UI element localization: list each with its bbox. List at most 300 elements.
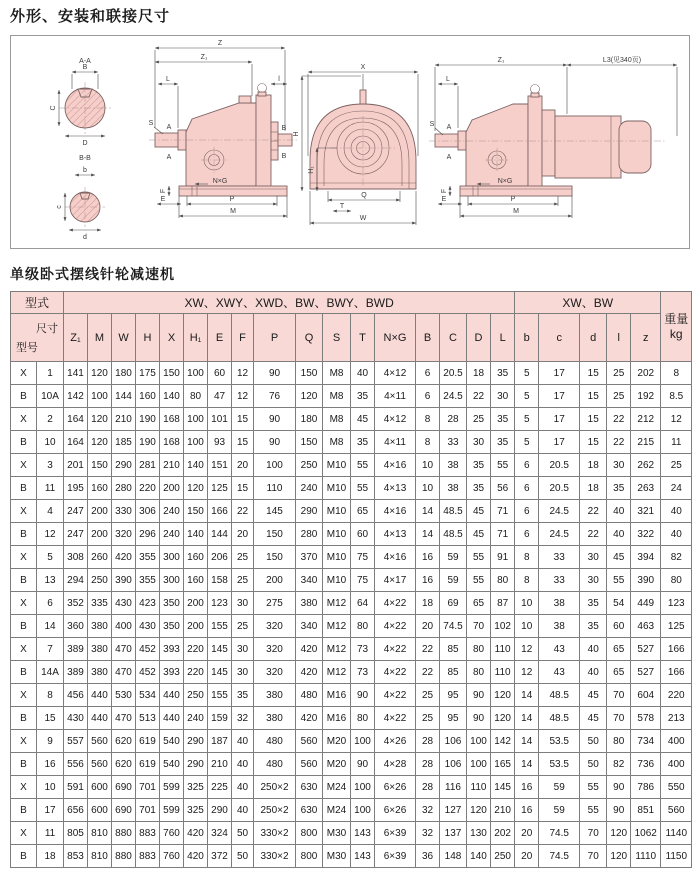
cell-value: 59 <box>539 776 580 799</box>
cell-value: 240 <box>160 523 184 546</box>
cell-value: 330×2 <box>254 845 296 868</box>
cell-value: 760 <box>160 822 184 845</box>
cell-value: 470 <box>112 661 136 684</box>
cell-value: 25 <box>467 408 491 431</box>
cell-value: 880 <box>112 822 136 845</box>
cell-value: M20 <box>323 753 351 776</box>
dim-X: X <box>360 64 366 71</box>
cell-value: 145 <box>254 500 296 523</box>
cell-value: 225 <box>208 776 232 799</box>
cell-value: 70 <box>607 684 631 707</box>
cell-value: 101 <box>208 408 232 431</box>
cell-value: 281 <box>136 454 160 477</box>
dim-H1: H₁ <box>308 166 315 174</box>
cell-value: 40 <box>580 638 607 661</box>
cell-value: 65 <box>351 500 375 523</box>
cell-value: 160 <box>184 569 208 592</box>
cell-value: 540 <box>160 730 184 753</box>
cell-value: 290 <box>184 753 208 776</box>
dim-E: E <box>160 196 166 203</box>
cell-value: 166 <box>661 661 692 684</box>
cell-value: 90 <box>351 684 375 707</box>
cell-value: 32 <box>416 799 440 822</box>
cell-value: 600 <box>88 776 112 799</box>
cell-value: 5 <box>515 385 539 408</box>
diag-size-label: 尺寸 <box>36 323 59 335</box>
cell-value: 1150 <box>661 845 692 868</box>
cell-type: X <box>11 408 37 431</box>
cell-value: 5 <box>515 408 539 431</box>
table-row <box>11 776 692 799</box>
cell-value: 80 <box>467 638 491 661</box>
section-view-bb <box>56 155 105 241</box>
cell-value: 530 <box>112 684 136 707</box>
cell-value: 250×2 <box>254 799 296 822</box>
cell-value: 15 <box>232 431 254 454</box>
cell-value: 123 <box>661 592 692 615</box>
cell-value: 30 <box>232 592 254 615</box>
cell-value: 4×12 <box>375 408 416 431</box>
cell-value: 160 <box>184 546 208 569</box>
cell-value: M10 <box>323 500 351 523</box>
cell-value: 220 <box>661 684 692 707</box>
cell-value: 420 <box>112 546 136 569</box>
cell-value: 45 <box>351 408 375 431</box>
cell-value: 250 <box>491 845 515 868</box>
table-row <box>11 592 692 615</box>
cell-value: 35 <box>351 431 375 454</box>
cell-value: 40 <box>661 523 692 546</box>
series-group-main: XW、XWY、XWD、BW、BWY、BWD <box>64 292 515 314</box>
cell-type: B <box>11 477 37 500</box>
cell-value: 90 <box>254 408 296 431</box>
cell-value: 4×16 <box>375 454 416 477</box>
cell-value: 120 <box>491 684 515 707</box>
cell-value: 65 <box>467 592 491 615</box>
dim-E-motor: E <box>441 196 447 203</box>
cell-value: 18 <box>416 592 440 615</box>
cell-value: 240 <box>296 477 323 500</box>
cell-value: 393 <box>160 661 184 684</box>
column-header-18: b <box>515 314 539 362</box>
cell-value: 71 <box>491 523 515 546</box>
cell-value: 80 <box>661 569 692 592</box>
cell-value: 300 <box>160 569 184 592</box>
column-header-6: H₁ <box>184 314 208 362</box>
cell-model: 10 <box>37 431 64 454</box>
cell-value: 33 <box>539 569 580 592</box>
cell-value: 320 <box>254 638 296 661</box>
cell-value: 15 <box>580 408 607 431</box>
dim-M-motor: M <box>513 208 519 215</box>
cell-value: 35 <box>491 362 515 385</box>
cell-value: 25 <box>232 546 254 569</box>
cell-value: 4×17 <box>375 569 416 592</box>
cell-value: 630 <box>296 799 323 822</box>
cell-value: 80 <box>351 707 375 730</box>
cell-value: 15 <box>580 431 607 454</box>
cell-value: 82 <box>607 753 631 776</box>
cell-value: 59 <box>440 546 467 569</box>
cell-value: 75 <box>351 546 375 569</box>
cell-value: 168 <box>160 408 184 431</box>
cell-value: 275 <box>254 592 296 615</box>
table-row <box>11 477 692 500</box>
cell-value: 125 <box>208 477 232 500</box>
cell-value: 45 <box>467 500 491 523</box>
cell-value: 150 <box>254 546 296 569</box>
cell-value: 85 <box>440 661 467 684</box>
cell-value: 20 <box>232 523 254 546</box>
column-header-15: C <box>440 314 467 362</box>
cell-value: 12 <box>515 661 539 684</box>
cell-value: 14 <box>515 707 539 730</box>
cell-value: 4×22 <box>375 661 416 684</box>
cell-value: 43 <box>539 638 580 661</box>
cell-value: 560 <box>88 753 112 776</box>
weight-header <box>661 292 692 362</box>
cell-value: 200 <box>254 569 296 592</box>
cell-value: 47 <box>208 385 232 408</box>
cell-value: 12 <box>232 385 254 408</box>
cell-value: 14 <box>515 753 539 776</box>
cell-value: 24.5 <box>539 500 580 523</box>
cell-value: 22 <box>607 408 631 431</box>
column-header-9: P <box>254 314 296 362</box>
cell-value: 452 <box>136 661 160 684</box>
label-B-bottom: B <box>281 153 287 160</box>
cell-value: 760 <box>160 845 184 868</box>
cell-value: 48.5 <box>440 523 467 546</box>
cell-value: 74.5 <box>539 845 580 868</box>
dim-L: L <box>166 76 170 83</box>
dim-Z1: Z₁ <box>200 54 208 61</box>
cell-value: M8 <box>323 408 351 431</box>
cell-value: 18 <box>580 454 607 477</box>
column-header-5: X <box>160 314 184 362</box>
cell-value: 247 <box>64 500 88 523</box>
cell-value: 30 <box>467 431 491 454</box>
cell-value: 210 <box>491 799 515 822</box>
cell-value: 120 <box>184 477 208 500</box>
cell-value: 150 <box>254 523 296 546</box>
cell-value: 175 <box>136 362 160 385</box>
cell-value: 30 <box>580 569 607 592</box>
cell-value: 619 <box>136 730 160 753</box>
cell-value: 32 <box>416 822 440 845</box>
cell-value: 6×26 <box>375 776 416 799</box>
cell-value: 470 <box>112 638 136 661</box>
cell-value: 10 <box>416 454 440 477</box>
cell-value: 80 <box>607 730 631 753</box>
cell-value: 560 <box>296 753 323 776</box>
column-header-16: D <box>467 314 491 362</box>
column-header-12: T <box>351 314 375 362</box>
cell-type: B <box>11 845 37 868</box>
cell-model: 13 <box>37 569 64 592</box>
cell-value: 43 <box>539 661 580 684</box>
cell-value: 120 <box>467 799 491 822</box>
cell-value: 24.5 <box>539 523 580 546</box>
cell-value: 736 <box>631 753 661 776</box>
technical-drawing <box>11 36 689 248</box>
cell-value: 164 <box>64 408 88 431</box>
table-row <box>11 454 692 477</box>
cell-value: 75 <box>351 569 375 592</box>
cell-value: 28 <box>416 730 440 753</box>
cell-value: 187 <box>208 730 232 753</box>
table-row <box>11 799 692 822</box>
table-row <box>11 500 692 523</box>
table-body <box>11 362 692 868</box>
cell-value: 6×39 <box>375 822 416 845</box>
cell-value: 220 <box>184 638 208 661</box>
dim-P-motor: P <box>510 196 516 203</box>
cell-value: 166 <box>208 500 232 523</box>
table-row <box>11 730 692 753</box>
cell-value: 534 <box>136 684 160 707</box>
cell-value: 16 <box>416 569 440 592</box>
cell-value: 95 <box>440 707 467 730</box>
cell-value: 325 <box>184 799 208 822</box>
cell-value: 65 <box>607 638 631 661</box>
cell-value: 4×22 <box>375 592 416 615</box>
dim-F-motor: F <box>441 188 448 194</box>
type-header: 型式 <box>11 292 64 314</box>
cell-value: 40 <box>232 753 254 776</box>
label-B-top: B <box>281 125 287 132</box>
cell-value: 280 <box>112 477 136 500</box>
cell-value: 4×11 <box>375 385 416 408</box>
cell-value: 6×39 <box>375 845 416 868</box>
cell-value: M30 <box>323 822 351 845</box>
cell-value: 6 <box>515 477 539 500</box>
cell-value: 20.5 <box>539 477 580 500</box>
dim-L3: L3(见340页) <box>602 57 642 64</box>
cell-value: 53.5 <box>539 730 580 753</box>
cell-value: 38 <box>440 477 467 500</box>
cell-value: 324 <box>208 822 232 845</box>
cell-value: 20.5 <box>440 362 467 385</box>
cell-value: 440 <box>88 684 112 707</box>
cell-value: 300 <box>160 546 184 569</box>
cell-value: 290 <box>184 730 208 753</box>
cell-value: 420 <box>296 707 323 730</box>
cell-value: 6×26 <box>375 799 416 822</box>
cell-model: 8 <box>37 684 64 707</box>
cell-value: 110 <box>491 638 515 661</box>
cell-value: 202 <box>491 822 515 845</box>
dim-l-small: l <box>278 76 280 83</box>
dim-P: P <box>229 196 235 203</box>
cell-value: 40 <box>607 523 631 546</box>
cell-value: 380 <box>88 638 112 661</box>
cell-value: 560 <box>661 799 692 822</box>
cell-value: 210 <box>160 454 184 477</box>
cell-value: 40 <box>580 661 607 684</box>
cell-value: 480 <box>254 730 296 753</box>
motor-side-view <box>429 55 677 218</box>
cell-value: 620 <box>112 753 136 776</box>
cell-value: 190 <box>136 408 160 431</box>
cell-value: 22 <box>607 431 631 454</box>
cell-value: 28 <box>416 776 440 799</box>
cell-value: 240 <box>184 707 208 730</box>
cell-value: 440 <box>160 684 184 707</box>
cell-value: 55 <box>580 799 607 822</box>
cell-value: 4×22 <box>375 707 416 730</box>
cell-value: 55 <box>467 569 491 592</box>
cell-value: 4×12 <box>375 362 416 385</box>
column-header-7: E <box>208 314 232 362</box>
cell-value: 35 <box>467 477 491 500</box>
side-view <box>149 40 297 218</box>
cell-value: 556 <box>64 753 88 776</box>
cell-value: M24 <box>323 776 351 799</box>
cell-value: 20 <box>515 845 539 868</box>
cell-value: 6 <box>515 523 539 546</box>
dim-W: W <box>359 215 367 222</box>
cell-value: 294 <box>64 569 88 592</box>
cell-value: 143 <box>351 845 375 868</box>
cell-value: M30 <box>323 845 351 868</box>
cell-type: B <box>11 707 37 730</box>
cell-value: 599 <box>160 776 184 799</box>
cell-value: 340 <box>296 615 323 638</box>
cell-model: 2 <box>37 408 64 431</box>
cell-value: 192 <box>631 385 661 408</box>
cell-type: B <box>11 431 37 454</box>
cell-value: 380 <box>88 615 112 638</box>
cell-value: 74.5 <box>539 822 580 845</box>
cell-value: 185 <box>112 431 136 454</box>
cell-value: 90 <box>607 799 631 822</box>
cell-model: 18 <box>37 845 64 868</box>
cell-value: 290 <box>208 799 232 822</box>
cell-type: X <box>11 592 37 615</box>
cell-value: 456 <box>64 684 88 707</box>
cell-value: 168 <box>160 431 184 454</box>
cell-value: 142 <box>491 730 515 753</box>
cell-type: B <box>11 661 37 684</box>
series-group-xwbw: XW、BW <box>515 292 661 314</box>
cell-value: 463 <box>631 615 661 638</box>
cell-value: 100 <box>351 776 375 799</box>
cell-value: 110 <box>254 477 296 500</box>
cell-value: 16 <box>416 546 440 569</box>
cell-value: 40 <box>232 730 254 753</box>
cell-model: 16 <box>37 753 64 776</box>
cell-value: 70 <box>580 845 607 868</box>
cell-value: 38 <box>539 615 580 638</box>
cell-value: 35 <box>491 431 515 454</box>
dim-C: C <box>50 105 57 111</box>
cell-value: 190 <box>136 431 160 454</box>
cell-value: 40 <box>661 500 692 523</box>
cell-model: 5 <box>37 546 64 569</box>
cell-value: 701 <box>136 776 160 799</box>
cell-value: 883 <box>136 822 160 845</box>
cell-value: 390 <box>112 569 136 592</box>
label-A-top: A <box>166 124 172 131</box>
cell-value: M8 <box>323 385 351 408</box>
cell-value: 560 <box>88 730 112 753</box>
table-row <box>11 385 692 408</box>
cell-value: 220 <box>184 661 208 684</box>
cell-value: 60 <box>351 523 375 546</box>
cell-value: 143 <box>351 822 375 845</box>
cell-value: 50 <box>580 753 607 776</box>
cell-value: 120 <box>296 385 323 408</box>
cell-value: 527 <box>631 638 661 661</box>
cell-value: 250×2 <box>254 776 296 799</box>
cell-value: 701 <box>136 799 160 822</box>
cell-value: 55 <box>351 477 375 500</box>
cell-value: 200 <box>184 615 208 638</box>
cell-value: 35 <box>580 615 607 638</box>
cell-value: 390 <box>631 569 661 592</box>
cell-value: 54 <box>607 592 631 615</box>
cell-value: 22 <box>416 661 440 684</box>
cell-model: 14 <box>37 615 64 638</box>
cell-value: 6 <box>416 385 440 408</box>
table-row <box>11 569 692 592</box>
cell-value: 400 <box>661 753 692 776</box>
cell-model: 11 <box>37 822 64 845</box>
cell-value: 6 <box>416 362 440 385</box>
column-header-2: M <box>88 314 112 362</box>
dim-F: F <box>160 188 167 194</box>
cell-value: 110 <box>467 776 491 799</box>
cell-value: 22 <box>580 500 607 523</box>
cell-type: B <box>11 385 37 408</box>
cell-value: 656 <box>64 799 88 822</box>
cell-value: 4×16 <box>375 500 416 523</box>
cell-value: 200 <box>160 477 184 500</box>
cell-value: 4×22 <box>375 615 416 638</box>
cell-value: 690 <box>112 776 136 799</box>
cell-value: 30 <box>232 638 254 661</box>
cell-value: M12 <box>323 592 351 615</box>
cell-value: 247 <box>64 523 88 546</box>
cell-value: 430 <box>112 592 136 615</box>
cell-value: 90 <box>254 362 296 385</box>
cell-value: 123 <box>208 592 232 615</box>
cell-model: 1 <box>37 362 64 385</box>
cell-value: 352 <box>64 592 88 615</box>
dim-b: b <box>83 167 87 174</box>
cell-value: 144 <box>208 523 232 546</box>
cell-value: 296 <box>136 523 160 546</box>
table-row <box>11 362 692 385</box>
cell-value: 35 <box>351 385 375 408</box>
cell-value: 24.5 <box>440 385 467 408</box>
cell-value: 340 <box>296 569 323 592</box>
cell-value: 20 <box>515 822 539 845</box>
cell-value: 48.5 <box>539 707 580 730</box>
cell-type: X <box>11 730 37 753</box>
cell-value: 32 <box>232 707 254 730</box>
dim-T: T <box>339 203 345 210</box>
cell-value: 150 <box>88 454 112 477</box>
cell-value: 330 <box>112 500 136 523</box>
cell-value: 213 <box>661 707 692 730</box>
cell-value: 8 <box>416 431 440 454</box>
table-row <box>11 684 692 707</box>
cell-type: B <box>11 799 37 822</box>
cell-value: 110 <box>491 661 515 684</box>
cell-value: 144 <box>112 385 136 408</box>
